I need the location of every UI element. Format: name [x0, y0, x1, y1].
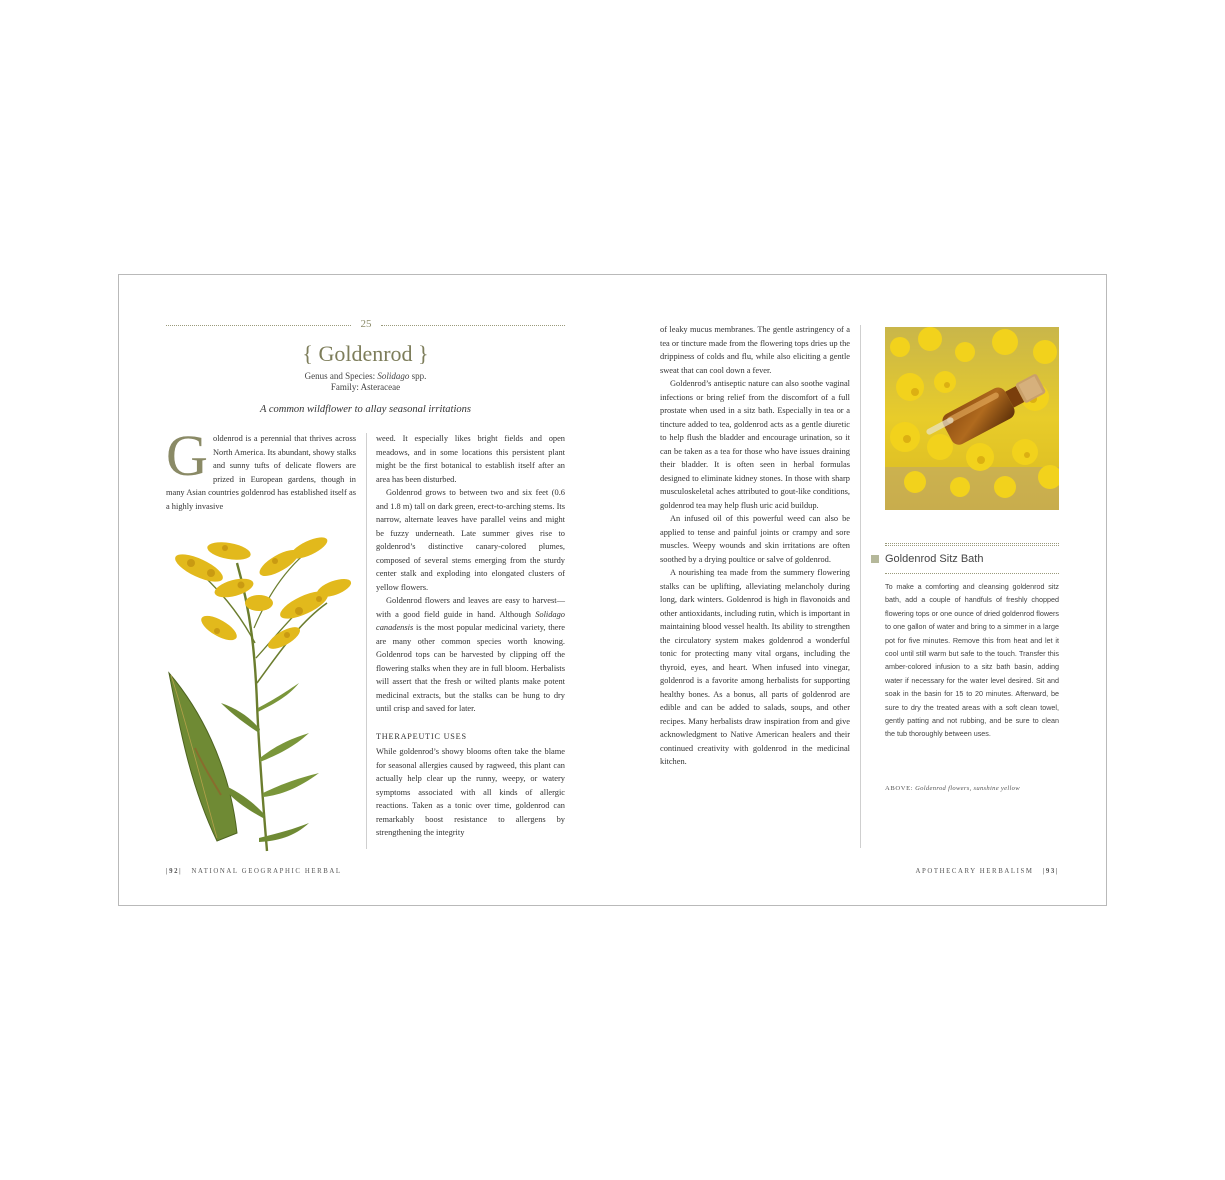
sidebar-bullet-icon [871, 555, 879, 563]
paragraph: An infused oil of this powerful weed can also be applied to tense and painful joints or crampy and sore muscles. Weepy wounds and skin irritations are often soothed by a drying poultice or salve of goldenrod. [660, 514, 850, 564]
column-divider [860, 325, 861, 848]
chapter-title: APOTHECARY HERBALISM [915, 868, 1034, 875]
plant-number: 25 [360, 318, 372, 330]
sidebar-title: Goldenrod Sitz Bath [885, 553, 984, 565]
book-title: NATIONAL GEOGRAPHIC HERBAL [191, 868, 342, 875]
family: Family: Asteraceae [330, 382, 401, 392]
genus-species: Genus and Species: Solidago spp. [304, 371, 427, 381]
paragraph: A nourishing tea made from the summery flowering stalks can be uplifting, alleviating melancholy during long, dark winters. Goldenrod is high in flavonoids and other antioxidants, including rutin, which is important in maintaining blood vessel health. Its ability to strengthen the circulatory system makes goldenrod a wonderful tonic for protecting many vital organs, including the thyroid, eyes, and heart. When infused into vinegar, goldenrod is a favorite among herbalists for supporting healthy bones. As a bonus, all parts of goldenrod are edible and can be added to salads, soups, and other recipes. Many herbalists draw inspiration from and give acknowledgment to Native American healers and their continued creativity with goldenrod in the medicinal kitchen. [660, 568, 850, 766]
intro-text: oldenrod is a perennial that thrives across North America. Its abundant, showy stalks and sunny tufts of delicate flowers are prized in European gardens, though in many Asian countries goldenrod has established itself as a highly invasive [166, 434, 356, 511]
plant-classification [166, 371, 565, 393]
sidebar-title-rule [885, 573, 1059, 574]
book-spread [118, 274, 1107, 906]
paragraph: Goldenrod flowers and leaves are easy to harvest—with a good field guide in hand. Although Solidago canadensis is the most popular medicinal variety, there are many other common species worth knowing. Goldenrod tops can be harvested by clipping off the flowering stalks when they are in full bloom. Herbalists will assert that the fresh or wilted plants make potent medicinal extracts, but the stalks can be hung to dry until crisp and saved for later. [376, 596, 565, 713]
column-divider [366, 433, 367, 849]
sidebar-text: To make a comforting and cleansing goldenrod sitz bath, add a couple of handfuls of freshly chopped flowering tops or one ounce of dried goldenrod flowers to one gallon of water and bring to a simmer in a large pot for five minutes. Remove this from heat and let it cool until still warm but safe to the touch. Transfer this amber-colored infusion to a sitz bath basin, adding water if necessary for the water level desired. Sit and soak in the basin for 15 to 20 minutes. Afterward, be sure to dry the treated areas with a soft clean towel, gently patting and not rubbing, and be sure to clean the tub thoroughly between uses. [885, 582, 1059, 739]
header-rule-right [381, 325, 565, 326]
drop-cap: G [166, 423, 208, 488]
page-number-right: |93| [1042, 868, 1059, 875]
tagline: A common wildflower to allay seasonal irritations [260, 404, 471, 415]
paragraph: Goldenrod grows to between two and six feet (0.6 and 1.8 m) tall on dark green, erect-to-arching stems. Its narrow, alternate leaves have parallel veins and might be fuzzy underneath. Late summer gives rise to goldenrod’s distinctive canary-colored plumes, composed of several stems emerging from the sturdy center stalk and exploding into elongated clusters of yellow flowers. [376, 488, 565, 592]
paragraph: of leaky mucus membranes. The gentle astringency of a tea or tincture made from the flowering tops dries up the drippiness of colds and flu, while also eliciting a gentle sweat that can cool down a fever. [660, 325, 850, 375]
header-rule-left [166, 325, 351, 326]
sidebar-rule [885, 543, 1059, 546]
page-title: { Goldenrod } [302, 341, 429, 366]
paragraph: While goldenrod’s showy blooms often take the blame for seasonal allergies caused by ragweed, this plant can actually help clear up the runny, weepy, or watery symptoms associated with all kinds of allergic reactions. Taken as a tonic over time, goldenrod can remarkably boost resistance to allergens by strengthening the integrity [376, 747, 565, 837]
footer-right [915, 868, 1059, 875]
paragraph: weed. It especially likes bright fields and open meadows, and in some locations this persistent plant might be the first botanical to establish itself after an area has been disturbed. [376, 434, 565, 484]
goldenrod-photo [885, 327, 1059, 510]
footer-left [166, 868, 342, 875]
text-column-3 [660, 323, 850, 769]
photo-caption: ABOVE: Goldenrod flowers, sunshine yellow [885, 785, 1020, 792]
paragraph: Goldenrod’s antiseptic nature can also soothe vaginal infections or bring relief from the discomfort of a full prostate when used in a sitz bath. Especially in tea or a tincture added to tea, goldenrod acts as a gentle diuretic to help flush the bladder and encourage urination, so it can be taken as a tea for those who have issues draining their bladder. It is often seen in herbal formulas designed to eliminate kidney stones. In those with sharp musculoskeletal aches attributed to gout-like conditions, goldenrod tea may help flush uric acid buildup. [660, 379, 850, 510]
goldenrod-illustration [159, 533, 359, 853]
sidebar-header [871, 553, 983, 565]
section-heading: THERAPEUTIC USES [376, 731, 467, 741]
page-number-left: |92| [166, 868, 183, 875]
text-column-2 [376, 432, 565, 840]
